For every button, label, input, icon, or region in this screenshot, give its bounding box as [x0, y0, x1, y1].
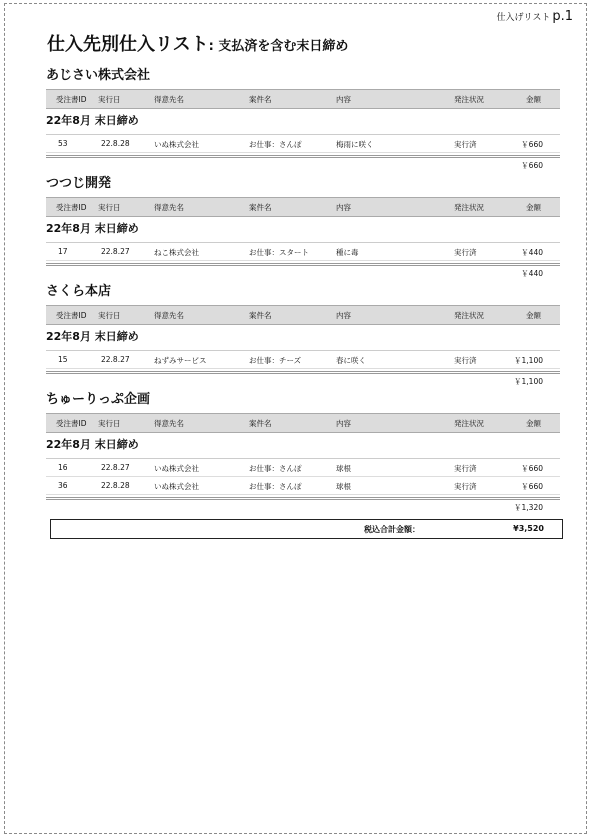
supplier-name: ちゅーりっぷ企画 [46, 392, 151, 407]
title-main: 仕入先別仕入リスト [47, 34, 209, 55]
cell-client: ねこ株式会社 [154, 248, 199, 257]
col-amount-header: 金額 [526, 95, 541, 104]
table-row [46, 135, 560, 153]
cell-date: 22.8.27 [101, 247, 130, 256]
cell-amount: ￥1,100 [514, 356, 543, 365]
col-date-header: 実行日 [98, 419, 121, 428]
cell-client: いぬ株式会社 [154, 464, 199, 473]
col-client-header: 得意先名 [154, 311, 184, 320]
group-subtotal: ￥440 [521, 269, 543, 278]
col-detail-header: 内容 [336, 419, 351, 428]
cell-amount: ￥660 [521, 140, 543, 149]
supplier-group [46, 175, 560, 279]
table-row [46, 477, 560, 495]
cell-status: 実行済 [454, 482, 477, 491]
cell-case: お仕事：さんぽ [249, 482, 302, 491]
cell-client: いぬ株式会社 [154, 140, 199, 149]
col-amount-header: 金額 [526, 203, 541, 212]
col-case-header: 案件名 [249, 311, 272, 320]
period-heading: 22年8月 末日締め [46, 330, 560, 351]
col-status-header: 発注状況 [454, 419, 484, 428]
period-heading: 22年8月 末日締め [46, 222, 560, 243]
col-id-header: 受注書ID [56, 419, 87, 428]
cell-status: 実行済 [454, 356, 477, 365]
cell-id: 17 [58, 247, 68, 256]
col-status-header: 発注状況 [454, 95, 484, 104]
cell-case: お仕事：チーズ [249, 356, 302, 365]
supplier-group [46, 391, 560, 513]
cell-detail: 春に咲く [336, 356, 366, 365]
cell-detail: 種に毒 [336, 248, 359, 257]
cell-date: 22.8.28 [101, 481, 130, 490]
cell-client: いぬ株式会社 [154, 482, 199, 491]
col-detail-header: 内容 [336, 203, 351, 212]
cell-detail: 球根 [336, 482, 351, 491]
cell-date: 22.8.27 [101, 463, 130, 472]
page-number: p.1 [552, 9, 573, 24]
supplier-name: つつじ開発 [46, 176, 112, 191]
grand-total-box [50, 519, 563, 539]
col-amount-header: 金額 [526, 419, 541, 428]
table-row [46, 459, 560, 477]
cell-id: 16 [58, 463, 68, 472]
table-header [46, 413, 560, 433]
col-client-header: 得意先名 [154, 203, 184, 212]
document-title [47, 30, 348, 56]
grand-total-value: ¥3,520 [513, 524, 544, 533]
col-status-header: 発注状況 [454, 311, 484, 320]
period-heading: 22年8月 末日締め [46, 438, 560, 459]
supplier-group [46, 67, 560, 171]
cell-amount: ￥660 [521, 464, 543, 473]
col-client-header: 得意先名 [154, 419, 184, 428]
subtotal-divider [46, 263, 560, 266]
grand-total-label: 税込合計金額： [364, 525, 420, 534]
cell-id: 15 [58, 355, 68, 364]
cell-detail: 梅雨に咲く [336, 140, 374, 149]
col-status-header: 発注状況 [454, 203, 484, 212]
subtotal-divider [46, 155, 560, 158]
col-detail-header: 内容 [336, 311, 351, 320]
cell-client: ねずみサービス [154, 356, 207, 365]
col-date-header: 実行日 [98, 203, 121, 212]
cell-case: お仕事：さんぽ [249, 464, 302, 473]
group-subtotal: ￥1,100 [514, 377, 543, 386]
cell-case: お仕事：スタート [249, 248, 309, 257]
col-case-header: 案件名 [249, 419, 272, 428]
cell-id: 53 [58, 139, 68, 148]
subtotal-divider [46, 497, 560, 500]
table-row [46, 351, 560, 369]
col-date-header: 実行日 [98, 311, 121, 320]
cell-date: 22.8.28 [101, 139, 130, 148]
cell-id: 36 [58, 481, 68, 490]
supplier-group [46, 283, 560, 387]
period-heading: 22年8月 末日締め [46, 114, 560, 135]
title-subtitle: : 支払済を含む末日締め [208, 39, 349, 54]
col-client-header: 得意先名 [154, 95, 184, 104]
cell-status: 実行済 [454, 248, 477, 257]
col-case-header: 案件名 [249, 95, 272, 104]
table-header [46, 305, 560, 325]
col-detail-header: 内容 [336, 95, 351, 104]
page-label-text: 仕入げリスト [496, 13, 551, 23]
cell-status: 実行済 [454, 140, 477, 149]
subtotal-divider [46, 371, 560, 374]
cell-case: お仕事：さんぽ [249, 140, 302, 149]
cell-date: 22.8.27 [101, 355, 130, 364]
col-id-header: 受注書ID [56, 311, 87, 320]
table-header [46, 197, 560, 217]
col-case-header: 案件名 [249, 203, 272, 212]
supplier-name: さくら本店 [46, 284, 112, 299]
page-label [497, 9, 573, 24]
col-id-header: 受注書ID [56, 95, 87, 104]
col-id-header: 受注書ID [56, 203, 87, 212]
group-subtotal: ￥1,320 [514, 503, 543, 512]
cell-amount: ￥440 [521, 248, 543, 257]
cell-detail: 球根 [336, 464, 351, 473]
group-subtotal: ￥660 [521, 161, 543, 170]
supplier-name: あじさい株式会社 [46, 68, 151, 83]
table-row [46, 243, 560, 261]
col-amount-header: 金額 [526, 311, 541, 320]
cell-status: 実行済 [454, 464, 477, 473]
col-date-header: 実行日 [98, 95, 121, 104]
cell-amount: ￥660 [521, 482, 543, 491]
table-header [46, 89, 560, 109]
